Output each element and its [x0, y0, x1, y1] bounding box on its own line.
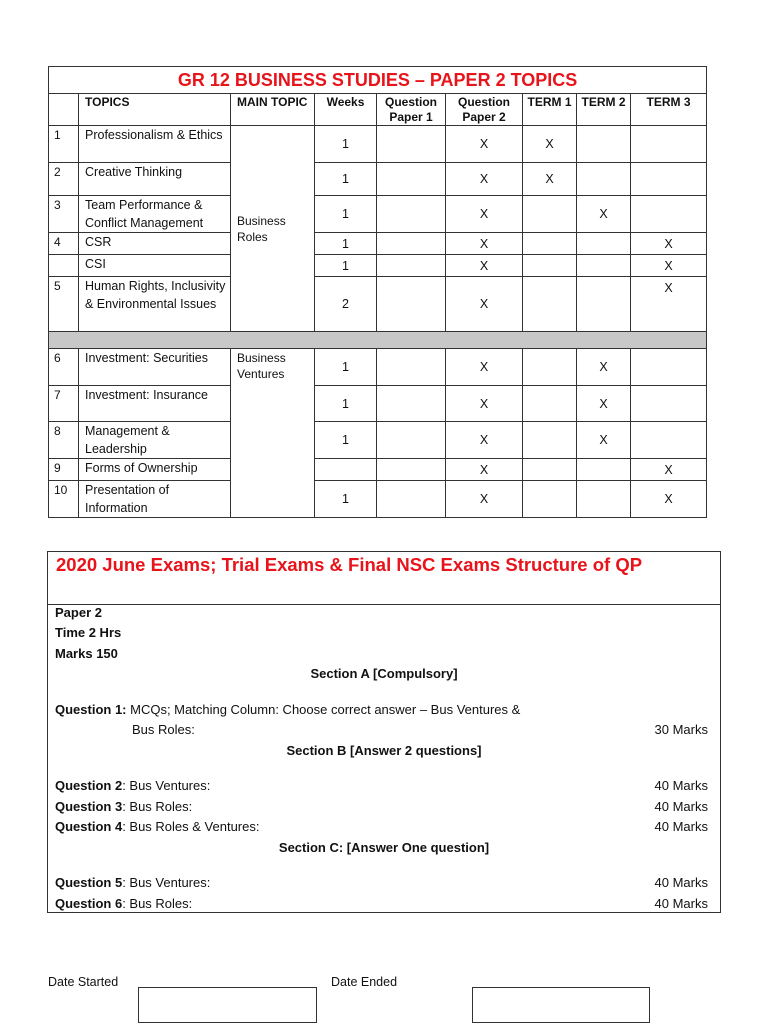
row-topic: Creative Thinking [79, 163, 231, 196]
main-topic-business-ventures: Business Ventures [231, 349, 315, 518]
date-ended-field[interactable] [472, 987, 650, 1023]
row-term2 [577, 459, 631, 481]
table-row [49, 163, 707, 196]
row-qp2: X [446, 481, 523, 518]
main-topic-business-roles: Business Roles [231, 126, 315, 332]
header-num [49, 94, 79, 126]
question-4-marks: 40 Marks [654, 819, 708, 834]
table-row [49, 196, 707, 233]
row-term3 [631, 386, 707, 422]
header-question-paper-2: Question Paper 2 [446, 94, 523, 126]
row-term1 [523, 196, 577, 233]
row-term2 [577, 163, 631, 196]
row-term2: X [577, 196, 631, 233]
question-5-line [55, 875, 210, 890]
header-topics: TOPICS [79, 94, 231, 126]
row-qp1 [377, 277, 446, 332]
question-3-marks: 40 Marks [654, 799, 708, 814]
row-term1 [523, 422, 577, 459]
row-term3 [631, 196, 707, 233]
question-4-text: : Bus Roles & Ventures: [122, 819, 260, 834]
row-term2: X [577, 386, 631, 422]
table-row [49, 126, 707, 163]
row-term1 [523, 349, 577, 386]
row-term1: X [523, 163, 577, 196]
table-row [49, 233, 707, 255]
question-1-line [55, 702, 520, 717]
marks-label: Marks 150 [55, 646, 118, 661]
row-qp2: X [446, 386, 523, 422]
header-question-paper-1: Question Paper 1 [377, 94, 446, 126]
question-6-text: : Bus Roles: [122, 896, 193, 911]
table-row [49, 459, 707, 481]
row-weeks: 1 [315, 255, 377, 277]
row-qp2: X [446, 459, 523, 481]
row-qp1 [377, 422, 446, 459]
question-2-text: : Bus Ventures: [122, 778, 211, 793]
row-topic: CSR [79, 233, 231, 255]
question-4-line [55, 819, 259, 834]
row-number: 2 [49, 163, 79, 196]
row-qp2: X [446, 126, 523, 163]
row-term1 [523, 459, 577, 481]
row-term3: X [631, 277, 707, 332]
row-number: 1 [49, 126, 79, 163]
row-number: 4 [49, 233, 79, 255]
question-1-marks: 30 Marks [654, 722, 708, 737]
section-separator [49, 332, 707, 349]
row-qp1 [377, 163, 446, 196]
row-qp2: X [446, 277, 523, 332]
topics-table-title: GR 12 BUSINESS STUDIES – PAPER 2 TOPICS [49, 67, 707, 94]
row-weeks [315, 459, 377, 481]
row-term1 [523, 255, 577, 277]
row-qp1 [377, 459, 446, 481]
question-2-label: Question 2 [55, 778, 123, 793]
section-a-heading: Section A [Compulsory] [310, 666, 458, 681]
row-number [49, 255, 79, 277]
row-qp1 [377, 255, 446, 277]
row-term1 [523, 233, 577, 255]
row-term2 [577, 233, 631, 255]
question-1-text-cont: Bus Roles: [132, 722, 195, 737]
row-topic: Investment: Insurance [79, 386, 231, 422]
row-term2: X [577, 422, 631, 459]
exam-structure-header [48, 552, 720, 605]
row-term1: X [523, 126, 577, 163]
row-weeks: 1 [315, 481, 377, 518]
row-weeks: 1 [315, 196, 377, 233]
row-term3 [631, 422, 707, 459]
row-number: 7 [49, 386, 79, 422]
question-3-line [55, 799, 192, 814]
question-5-label: Question 5 [55, 875, 123, 890]
question-6-marks: 40 Marks [654, 896, 708, 911]
row-number: 8 [49, 422, 79, 459]
row-qp2: X [446, 255, 523, 277]
header-main-topic: MAIN TOPIC [231, 94, 315, 126]
row-qp2: X [446, 233, 523, 255]
row-weeks: 1 [315, 386, 377, 422]
row-weeks: 1 [315, 422, 377, 459]
row-topic: Management & Leadership [79, 422, 231, 459]
row-term1 [523, 277, 577, 332]
question-1-text: MCQs; Matching Column: Choose correct answer – Bus Ventures & [126, 702, 521, 717]
topics-table [48, 66, 707, 518]
row-term3 [631, 163, 707, 196]
date-started-label: Date Started [48, 975, 119, 989]
exam-structure-box [47, 551, 721, 913]
question-6-line [55, 896, 192, 911]
row-number: 3 [49, 196, 79, 233]
row-term2 [577, 481, 631, 518]
row-number: 6 [49, 349, 79, 386]
row-qp1 [377, 349, 446, 386]
row-topic: Professionalism & Ethics [79, 126, 231, 163]
row-topic: Team Performance & Conflict Management [79, 196, 231, 233]
row-qp1 [377, 233, 446, 255]
row-weeks: 1 [315, 349, 377, 386]
header-term-3: TERM 3 [631, 94, 707, 126]
row-qp1 [377, 481, 446, 518]
header-weeks: Weeks [315, 94, 377, 126]
row-topic: Forms of Ownership [79, 459, 231, 481]
section-c-heading: Section C: [Answer One question] [278, 840, 490, 855]
header-term-1: TERM 1 [523, 94, 577, 126]
question-2-line [55, 778, 210, 793]
row-qp2: X [446, 196, 523, 233]
table-row [49, 481, 707, 518]
question-3-text: : Bus Roles: [122, 799, 193, 814]
row-term2 [577, 126, 631, 163]
row-term2 [577, 255, 631, 277]
row-weeks: 1 [315, 163, 377, 196]
header-term-2: TERM 2 [577, 94, 631, 126]
row-number: 10 [49, 481, 79, 518]
row-qp2: X [446, 349, 523, 386]
row-qp1 [377, 386, 446, 422]
row-topic: CSI [79, 255, 231, 277]
table-row [49, 277, 707, 332]
question-2-marks: 40 Marks [654, 778, 708, 793]
question-3-label: Question 3 [55, 799, 123, 814]
exam-structure-title: 2020 June Exams; Trial Exams & Final NSC Exams Structure of QP [56, 554, 643, 575]
table-row [49, 422, 707, 459]
row-number: 5 [49, 277, 79, 332]
row-term1 [523, 386, 577, 422]
row-weeks: 2 [315, 277, 377, 332]
date-ended-label: Date Ended [331, 975, 398, 989]
row-weeks: 1 [315, 126, 377, 163]
row-term3 [631, 349, 707, 386]
table-row [49, 255, 707, 277]
row-term3: X [631, 233, 707, 255]
row-term3: X [631, 481, 707, 518]
row-term3 [631, 126, 707, 163]
row-term1 [523, 481, 577, 518]
time-label: Time 2 Hrs [55, 625, 122, 640]
row-qp2: X [446, 422, 523, 459]
row-term2 [577, 277, 631, 332]
row-term3: X [631, 255, 707, 277]
row-weeks: 1 [315, 233, 377, 255]
row-topic: Investment: Securities [79, 349, 231, 386]
section-b-heading: Section B [Answer 2 questions] [286, 743, 482, 758]
question-5-marks: 40 Marks [654, 875, 708, 890]
question-5-text: : Bus Ventures: [122, 875, 211, 890]
row-term3: X [631, 459, 707, 481]
row-topic: Presentation of Information [79, 481, 231, 518]
row-qp1 [377, 126, 446, 163]
table-row [49, 349, 707, 386]
question-4-label: Question 4 [55, 819, 123, 834]
date-started-field[interactable] [138, 987, 317, 1023]
paper-label: Paper 2 [55, 605, 102, 620]
row-term2: X [577, 349, 631, 386]
row-topic: Human Rights, Inclusivity & Environmental Issues [79, 277, 231, 332]
row-qp2: X [446, 163, 523, 196]
question-6-label: Question 6 [55, 896, 123, 911]
row-qp1 [377, 196, 446, 233]
row-number: 9 [49, 459, 79, 481]
question-1-label: Question 1: [55, 702, 127, 717]
table-row [49, 386, 707, 422]
